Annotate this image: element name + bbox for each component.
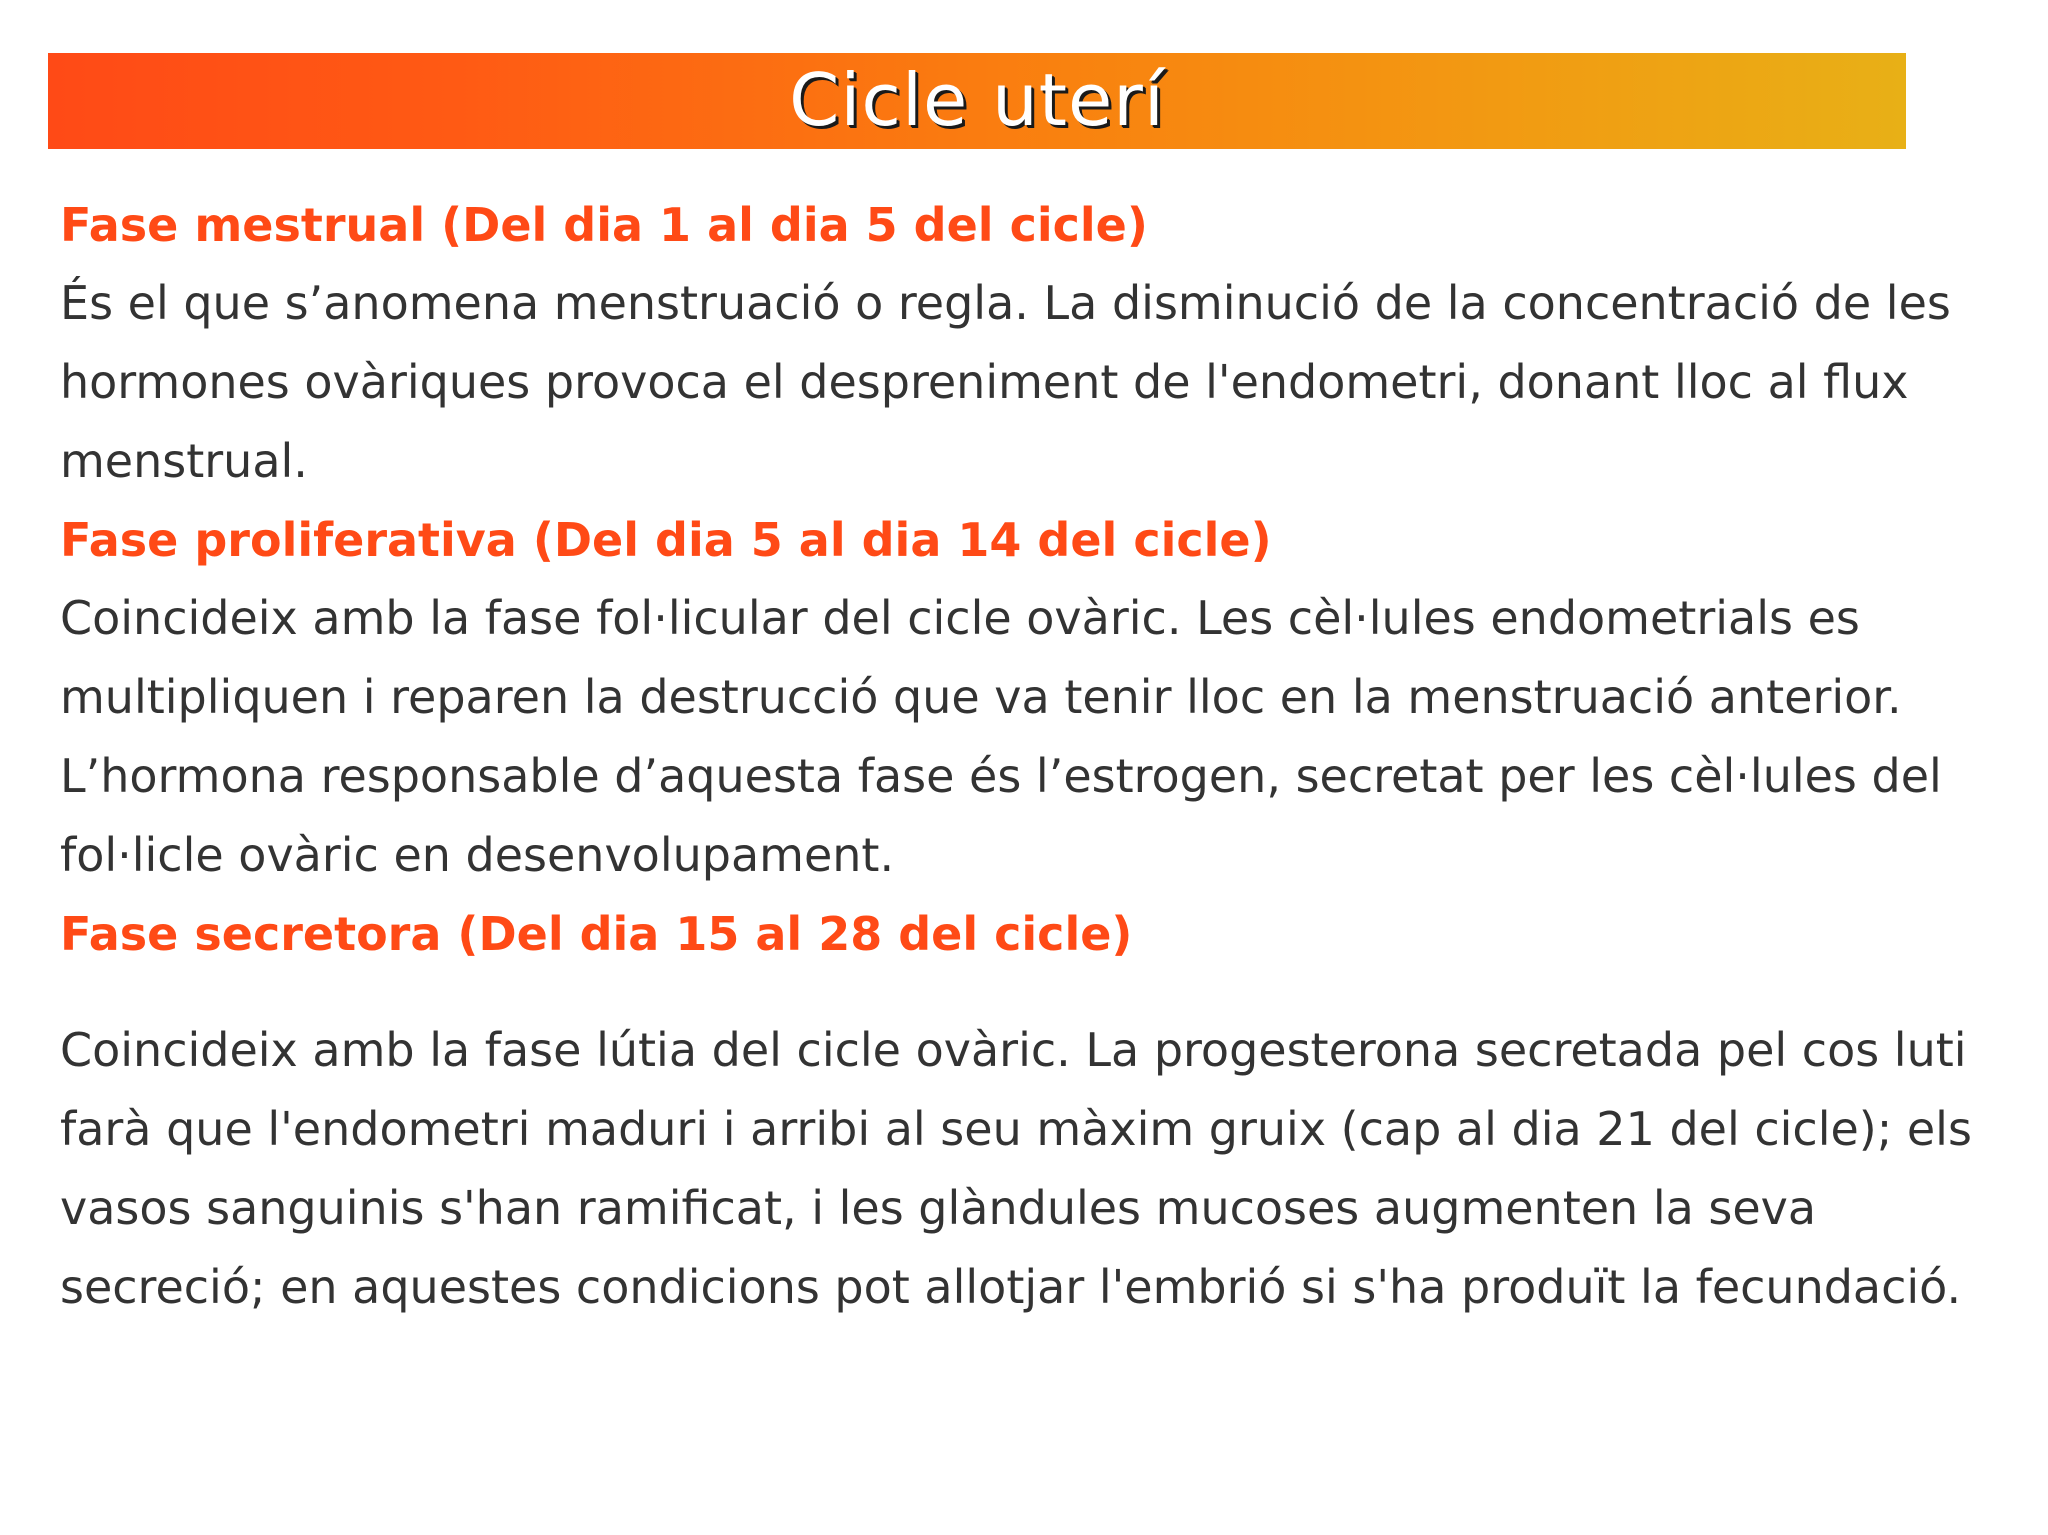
- phase-text-line: És el que s’anomena menstruació o regla. La disminució de la concentració de les: [60, 276, 1951, 330]
- phase-text-line: hormones ovàriques provoca el despreniment de l'endometri, donant lloc al flux: [60, 355, 1909, 409]
- phase-text-line: farà que l'endometri maduri i arribi al seu màxim gruix (cap al dia 21 del cicle); els: [60, 1102, 1972, 1156]
- slide-title: Cicle uterí: [789, 58, 1165, 142]
- spacer: [60, 973, 2020, 1011]
- phase-heading: Fase mestrual (Del dia 1 al dia 5 del cicle): [60, 198, 1148, 252]
- phase-menstrual: [60, 186, 2020, 501]
- phase-text-line: secreció; en aquestes condicions pot allotjar l'embrió si s'ha produït la fecundació.: [60, 1260, 1962, 1314]
- phase-text-line: menstrual.: [60, 434, 308, 488]
- phase-text-line: L’hormona responsable d’aquesta fase és l’estrogen, secretat per les cèl·lules del: [60, 749, 1942, 803]
- phase-secretory: [60, 895, 2020, 1327]
- phase-text-line: multipliquen i reparen la destrucció que va tenir lloc en la menstruació anterior.: [60, 670, 1902, 724]
- phase-text-line: vasos sanguinis s'han ramificat, i les glàndules mucoses augmenten la seva: [60, 1181, 1817, 1235]
- phase-proliferative: [60, 501, 2020, 895]
- phase-heading: Fase secretora (Del dia 15 al 28 del cicle): [60, 907, 1133, 961]
- phase-text-line: fol·licle ovàric en desenvolupament.: [60, 828, 895, 882]
- phase-text-line: Coincideix amb la fase fol·licular del cicle ovàric. Les cèl·lules endometrials es: [60, 591, 1860, 645]
- content-area: [60, 186, 2020, 1327]
- phase-text-line: Coincideix amb la fase lútia del cicle ovàric. La progesterona secretada pel cos luti: [60, 1023, 1967, 1077]
- title-banner: [48, 53, 1906, 149]
- phase-heading: Fase proliferativa (Del dia 5 al dia 14 del cicle): [60, 513, 1272, 567]
